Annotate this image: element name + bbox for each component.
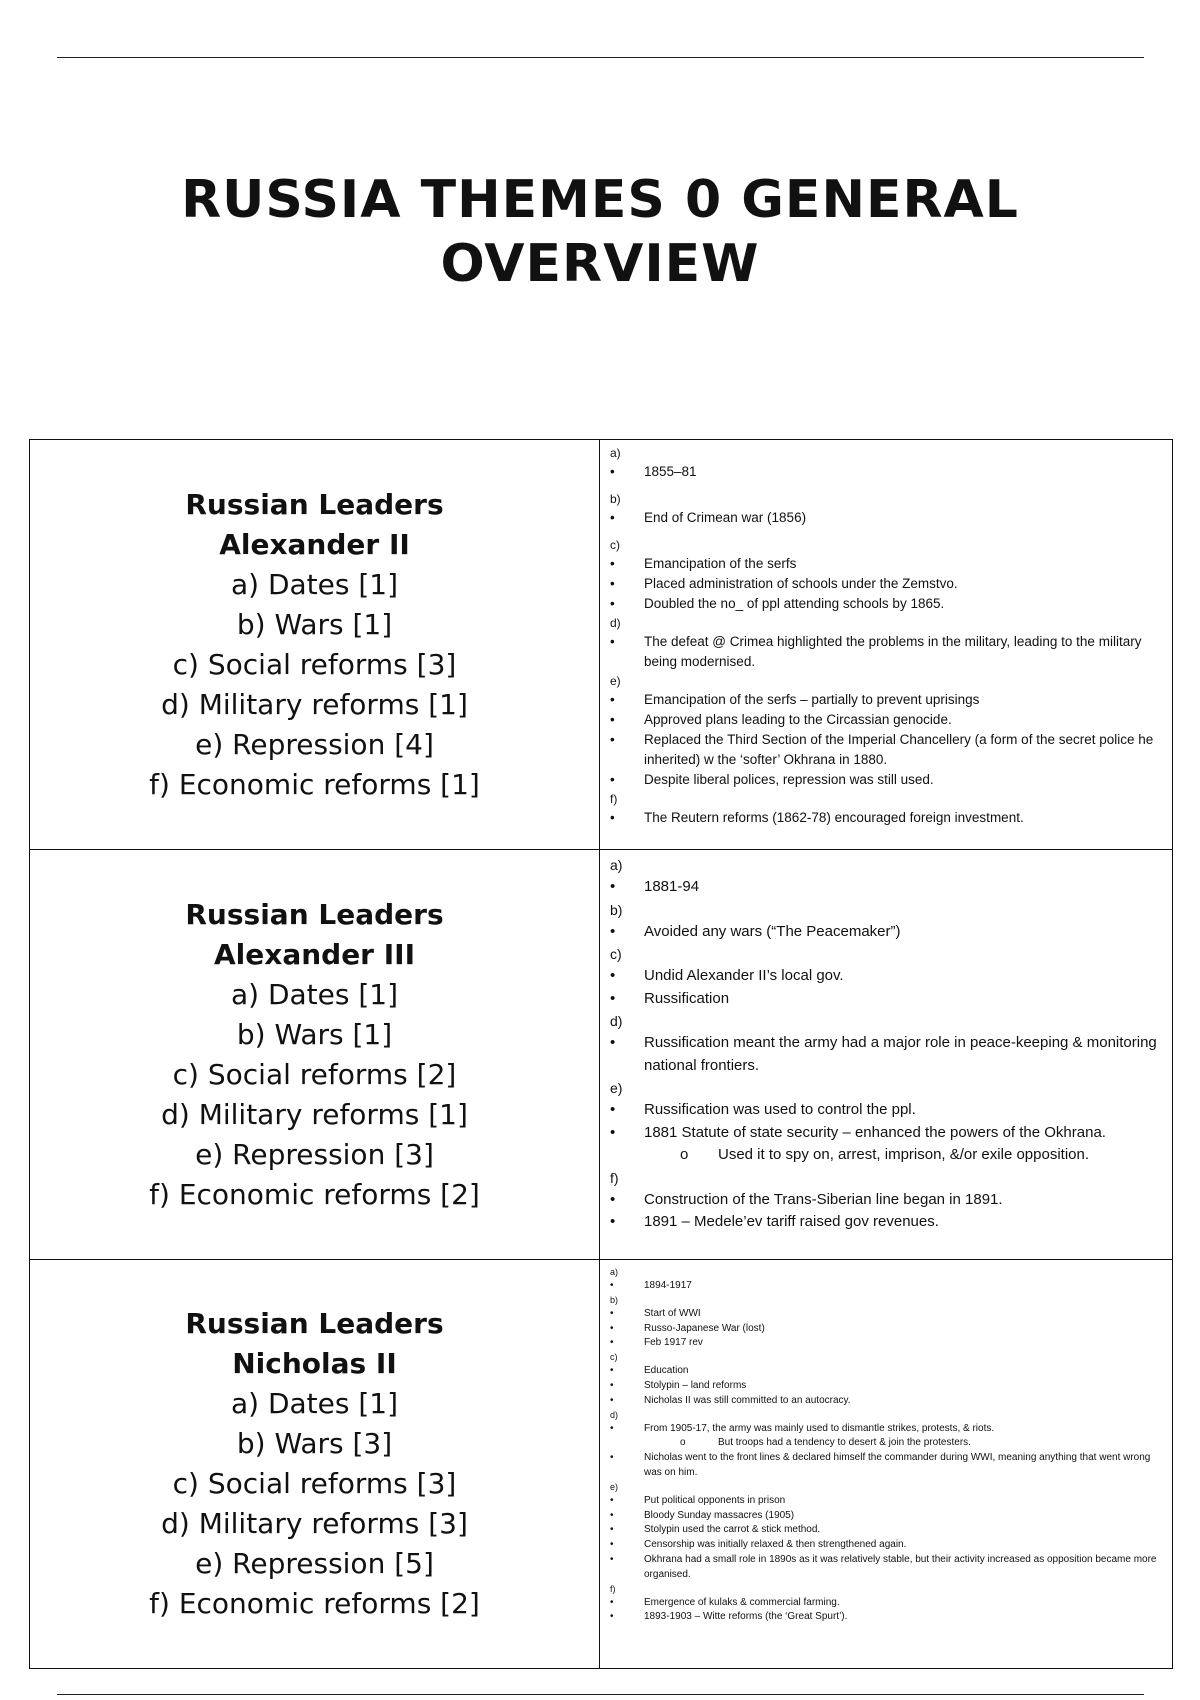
section-label: d) [610, 1013, 623, 1029]
leader-name: Nicholas II [232, 1347, 397, 1380]
prompt-item: c) Social reforms [3] [172, 1467, 457, 1500]
title-line-2: OVERVIEW [440, 234, 760, 294]
prompt-item: e) Repression [4] [195, 727, 434, 761]
list-item: • 1893-1903 – Witte reforms (the ‘Great Spurt’). [610, 1610, 1158, 1625]
list-item: • Avoided any wars (“The Peacemaker”) [610, 921, 1158, 944]
section-label: a) [610, 857, 623, 873]
bullet-icon: • [610, 1190, 616, 1208]
section-label: c) [610, 538, 620, 552]
section-label: e) [610, 674, 621, 688]
list-item: • 1881-94 [610, 876, 1158, 899]
bullet-icon: • [610, 989, 616, 1007]
prompt-item: b) Wars [1] [236, 607, 393, 641]
prompt-item: e) Repression [3] [195, 1137, 434, 1171]
list-item: • 1891 – Medele’ev tariff raised gov revenues. [610, 1211, 1158, 1234]
bullet-icon: • [610, 576, 615, 591]
list-item: • Emergence of kulaks & commercial farming. [610, 1596, 1158, 1611]
list-item: • Despite liberal polices, repression was still used. [610, 770, 1158, 790]
table-row [30, 1260, 1172, 1668]
bullet-icon: • [610, 1307, 614, 1319]
list-item: • The Reutern reforms (1862-78) encouraged foreign investment. [610, 808, 1158, 828]
table-row [30, 850, 1172, 1260]
list-item: • Approved plans leading to the Circassian genocide. [610, 710, 1158, 730]
bullet-icon: • [610, 1213, 616, 1230]
prompt-item: c) Social reforms [3] [172, 647, 457, 681]
bullet-icon: • [610, 464, 615, 479]
list-item: • Nicholas II was still committed to an autocracy. [610, 1394, 1158, 1409]
bullet-icon: • [610, 1034, 616, 1051]
section-label: f) [610, 1583, 616, 1594]
bullet-icon: • [610, 1123, 616, 1141]
prompt-item: b) Wars [3] [236, 1427, 393, 1460]
section-label: f) [610, 1169, 619, 1186]
bullet-icon: • [610, 1322, 614, 1334]
bullet-icon: • [610, 692, 615, 707]
section-label: b) [610, 492, 621, 506]
prompt-item: a) Dates [1] [230, 567, 399, 601]
bullet-icon: • [610, 1539, 614, 1551]
list-item: • Start of WWI [610, 1307, 1158, 1322]
list-item: • Feb 1917 rev [610, 1336, 1158, 1351]
question-cell [30, 1260, 600, 1668]
bullet-icon: • [610, 1452, 614, 1464]
title-line-1: RUSSIA THEMES 0 GENERAL [181, 170, 1019, 230]
prompt-list [149, 565, 480, 805]
list-item: • 1881 Statute of state security – enhanced the powers of the Okhrana. [610, 1122, 1158, 1145]
leader-name: Alexander III [214, 937, 415, 971]
bullet-icon: • [610, 1379, 614, 1391]
list-item: • Emancipation of the serfs [610, 554, 1158, 574]
list-item: • Russification was used to control the ppl. [610, 1099, 1158, 1122]
bullet-icon: • [610, 1280, 614, 1291]
bullet-icon: • [610, 1509, 614, 1521]
section-label: e) [610, 1080, 623, 1096]
bullet-icon: • [610, 878, 616, 895]
bullet-icon: • [610, 556, 615, 571]
prompt-item: f) Economic reforms [1] [149, 767, 480, 801]
list-item: • Put political opponents in prison [610, 1494, 1158, 1509]
list-item: • Emancipation of the serfs – partially to prevent uprisings [610, 690, 1158, 710]
bullet-icon: • [610, 634, 615, 649]
question-cell [30, 850, 600, 1259]
bullet-icon: • [610, 1337, 614, 1349]
bullet-icon: • [610, 1422, 614, 1434]
list-item: • The defeat @ Crimea highlighted the problems in the military, leading to the military being modernised. [610, 632, 1158, 672]
circle-bullet-icon: o [680, 1146, 689, 1163]
section-label: c) [610, 946, 622, 962]
bullet-icon: • [610, 1365, 614, 1377]
list-item: • Construction of the Trans-Siberian line began in 1891. [610, 1189, 1158, 1212]
prompt-item: d) Military reforms [1] [161, 687, 468, 721]
bullet-icon: • [610, 732, 615, 747]
list-item: • 1894-1917 [610, 1279, 1158, 1294]
bullet-icon: • [610, 967, 616, 984]
prompt-item: f) Economic reforms [2] [149, 1587, 480, 1620]
section-label: c) [610, 1352, 618, 1363]
prompt-item: d) Military reforms [1] [161, 1097, 468, 1131]
bullet-icon: • [610, 1611, 614, 1623]
circle-bullet-icon: o [680, 1437, 686, 1449]
sub-list-item: o But troops had a tendency to desert & join the protesters. [610, 1436, 1158, 1451]
row-heading: Russian Leaders [185, 1307, 444, 1340]
section-label: a) [610, 1267, 619, 1277]
bullet-icon: • [610, 1394, 614, 1406]
bullet-icon: • [610, 1494, 614, 1506]
bullet-icon: • [610, 712, 615, 727]
top-rule [57, 57, 1144, 58]
prompt-item: d) Military reforms [3] [161, 1507, 468, 1540]
prompt-list [149, 1384, 480, 1624]
question-cell [30, 440, 600, 849]
prompt-item: e) Repression [5] [195, 1547, 434, 1580]
list-item: • Replaced the Third Section of the Imperial Chancellery (a form of the secret police he inherited) w the ‘softer’ Okhrana in 1880. [610, 730, 1158, 770]
list-item: • End of Crimean war (1856) [610, 508, 1158, 528]
bullet-icon: • [610, 1553, 614, 1565]
list-item: • Nicholas went to the front lines & declared himself the commander during WWI, meaning anything that went wrong was on him. [610, 1451, 1158, 1481]
row-heading: Russian Leaders [185, 897, 444, 931]
section-label: f) [610, 792, 618, 806]
bullet-icon: • [610, 596, 615, 611]
list-item: • Russification [610, 988, 1158, 1011]
page-title [0, 168, 1200, 296]
bullet-icon: • [610, 922, 616, 940]
section-label: e) [610, 1481, 619, 1492]
list-item: • Doubled the no_ of ppl attending schools by 1865. [610, 594, 1158, 614]
section-label: d) [610, 1409, 619, 1420]
list-item: • Undid Alexander II’s local gov. [610, 965, 1158, 988]
row-heading: Russian Leaders [185, 487, 444, 521]
list-item: • Stolypin – land reforms [610, 1379, 1158, 1394]
list-item: • 1855–81 [610, 462, 1158, 482]
leaders-table [29, 439, 1173, 1669]
answer-cell [600, 850, 1172, 1259]
list-item: • Russification meant the army had a major role in peace-keeping & monitoring national frontiers. [610, 1032, 1158, 1077]
prompt-item: f) Economic reforms [2] [149, 1177, 480, 1211]
list-item: • Okhrana had a small role in 1890s as it was relatively stable, but their activity increased as opposition became more organised. [610, 1553, 1158, 1583]
table-row [30, 440, 1172, 850]
leader-name: Alexander II [219, 527, 410, 561]
bullet-icon: • [610, 1596, 614, 1608]
bullet-icon: • [610, 510, 615, 525]
bullet-icon: • [610, 1524, 614, 1536]
answer-cell [600, 1260, 1172, 1668]
section-label: b) [610, 901, 623, 918]
sub-list-item: o Used it to spy on, arrest, imprison, &/or exile opposition. [610, 1144, 1158, 1167]
prompt-item: b) Wars [1] [236, 1017, 393, 1051]
section-label: b) [610, 1294, 619, 1305]
list-item: • Censorship was initially relaxed & then strengthened again. [610, 1538, 1158, 1553]
bullet-icon: • [610, 810, 615, 825]
section-label: a) [610, 446, 621, 460]
bottom-rule [57, 1694, 1144, 1695]
prompt-item: c) Social reforms [2] [172, 1057, 457, 1091]
list-item: • Russo-Japanese War (lost) [610, 1322, 1158, 1337]
bullet-icon: • [610, 772, 615, 787]
list-item: • Bloody Sunday massacres (1905) [610, 1509, 1158, 1524]
prompt-item: a) Dates [1] [230, 1387, 399, 1420]
list-item: • From 1905-17, the army was mainly used to dismantle strikes, protests, & riots. [610, 1422, 1158, 1437]
prompt-list [149, 975, 480, 1215]
section-label: d) [610, 616, 621, 630]
list-item: • Stolypin used the carrot & stick method. [610, 1523, 1158, 1538]
list-item: • Education [610, 1364, 1158, 1379]
bullet-icon: • [610, 1101, 616, 1118]
answer-cell [600, 440, 1172, 849]
prompt-item: a) Dates [1] [230, 977, 399, 1011]
list-item: • Placed administration of schools under the Zemstvo. [610, 574, 1158, 594]
